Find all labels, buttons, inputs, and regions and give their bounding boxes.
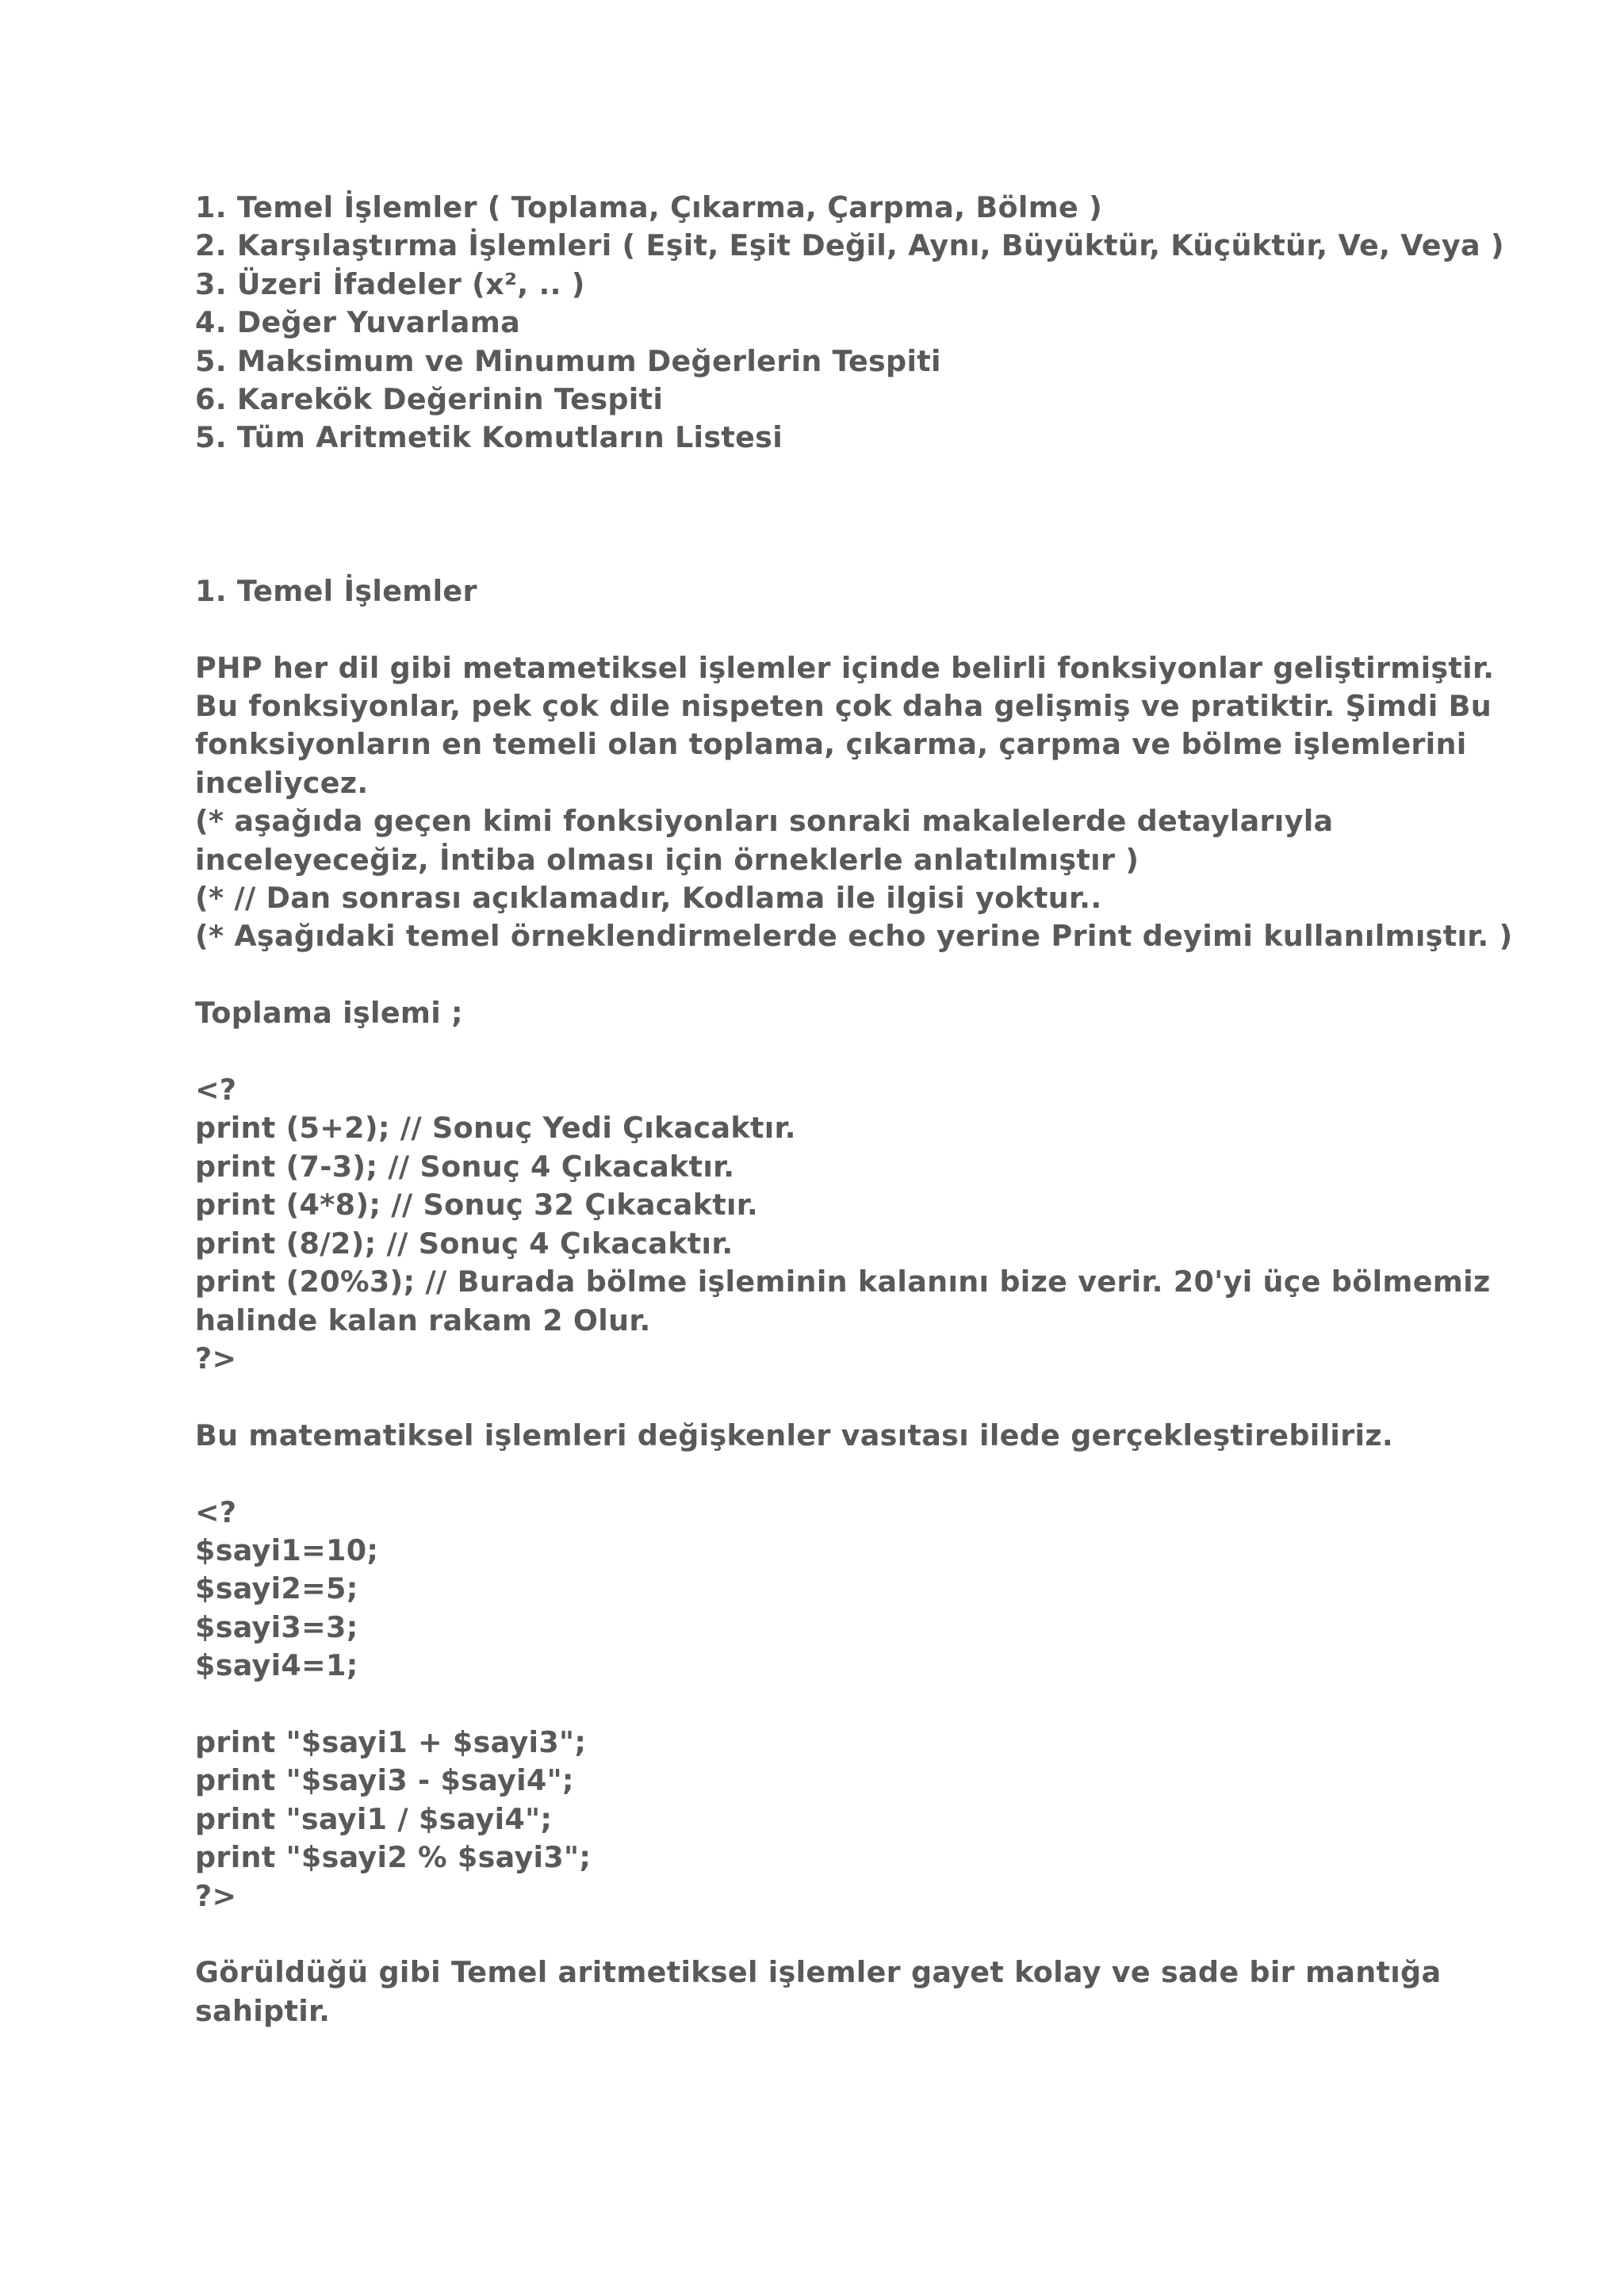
intro-line: (* Aşağıdaki temel örneklendirmelerde echo yerine Print deyimi kullanılmıştır. ) bbox=[195, 919, 1513, 954]
code-line: print (4*8); // Sonuç 32 Çıkacaktır. bbox=[195, 1188, 759, 1223]
section-heading: 1. Temel İşlemler bbox=[195, 573, 477, 608]
intro-line: inceleyeceğiz, İntiba olması için örneklerle anlatılmıştır ) bbox=[195, 842, 1139, 877]
spacer bbox=[195, 1378, 1480, 1416]
spacer bbox=[195, 956, 1480, 994]
intro-line: (* aşağıda geçen kimi fonksiyonları sonraki makalelerde detaylarıyla bbox=[195, 804, 1334, 839]
toc-item: 6. Karekök Değerinin Tespiti bbox=[195, 382, 664, 417]
code-line: print "sayi1 / $sayi4"; bbox=[195, 1801, 553, 1836]
code-line: ?> bbox=[195, 1878, 237, 1913]
code-block-basic bbox=[195, 1071, 1491, 1378]
code-line: print (20%3); // Burada bölme işleminin kalanını bize verir. 20'yi üçe bölmemiz bbox=[195, 1265, 1491, 1299]
intro-line: Bu fonksiyonlar, pek çok dile nispeten çok daha gelişmiş ve pratiktir. Şimdi Bu bbox=[195, 689, 1492, 724]
toplama-label: Toplama işlemi ; bbox=[195, 996, 463, 1031]
toc-item: 3. Üzeri İfadeler (x², .. ) bbox=[195, 266, 585, 301]
code-line: $sayi2=5; bbox=[195, 1571, 358, 1606]
conclusion-line: Görüldüğü gibi Temel aritmetiksel işlemler gayet kolay ve sade bir mantığa bbox=[195, 1955, 1442, 1990]
toc-item: 4. Değer Yuvarlama bbox=[195, 305, 521, 340]
variables-text: Bu matematiksel işlemleri değişkenler vasıtası ilede gerçekleştirebiliriz. bbox=[195, 1418, 1394, 1452]
code-line: print (8/2); // Sonuç 4 Çıkacaktır. bbox=[195, 1226, 733, 1261]
spacer bbox=[195, 1686, 1480, 1724]
table-of-contents bbox=[195, 189, 1504, 457]
code-line: print "$sayi3 - $sayi4"; bbox=[195, 1763, 574, 1798]
code-line: $sayi1=10; bbox=[195, 1533, 379, 1567]
code-line: print "$sayi2 % $sayi3"; bbox=[195, 1840, 592, 1875]
intro-paragraph bbox=[195, 649, 1513, 956]
intro-line: PHP her dil gibi metametiksel işlemler içinde belirli fonksiyonlar geliştirmiştir. bbox=[195, 650, 1495, 685]
intro-line: (* // Dan sonrası açıklamadır, Kodlama ile ilgisi yoktur.. bbox=[195, 881, 1102, 916]
spacer bbox=[195, 1455, 1480, 1493]
toc-item: 1. Temel İşlemler ( Toplama, Çıkarma, Çarpma, Bölme ) bbox=[195, 190, 1103, 224]
spacer bbox=[195, 610, 1480, 649]
spacer bbox=[195, 1915, 1480, 1954]
spacer bbox=[195, 1033, 1480, 1071]
code-line: print "$sayi1 + $sayi3"; bbox=[195, 1724, 587, 1759]
code-line: <? bbox=[195, 1494, 237, 1529]
code-line: ?> bbox=[195, 1341, 237, 1376]
spacer bbox=[195, 457, 1480, 572]
toc-item: 2. Karşılaştırma İşlemleri ( Eşit, Eşit Değil, Aynı, Büyüktür, Küçüktür, Ve, Veya ) bbox=[195, 228, 1504, 263]
code-line: <? bbox=[195, 1073, 237, 1108]
toc-item: 5. Tüm Aritmetik Komutların Listesi bbox=[195, 420, 783, 455]
code-line: print (7-3); // Sonuç 4 Çıkacaktır. bbox=[195, 1149, 735, 1184]
conclusion-paragraph bbox=[195, 1954, 1480, 2030]
toc-item: 5. Maksimum ve Minumum Değerlerin Tespiti bbox=[195, 343, 941, 378]
code-block-variables bbox=[195, 1494, 1480, 1915]
document-page bbox=[195, 189, 1513, 2030]
conclusion-line: sahiptir. bbox=[195, 1993, 331, 2028]
code-line: $sayi3=3; bbox=[195, 1609, 358, 1644]
intro-line: fonksiyonların en temeli olan toplama, çıkarma, çarpma ve bölme işlemlerini bbox=[195, 727, 1467, 762]
code-line: print (5+2); // Sonuç Yedi Çıkacaktır. bbox=[195, 1111, 796, 1146]
intro-line: inceliycez. bbox=[195, 765, 369, 800]
code-line: halinde kalan rakam 2 Olur. bbox=[195, 1303, 651, 1337]
code-line: $sayi4=1; bbox=[195, 1648, 358, 1683]
